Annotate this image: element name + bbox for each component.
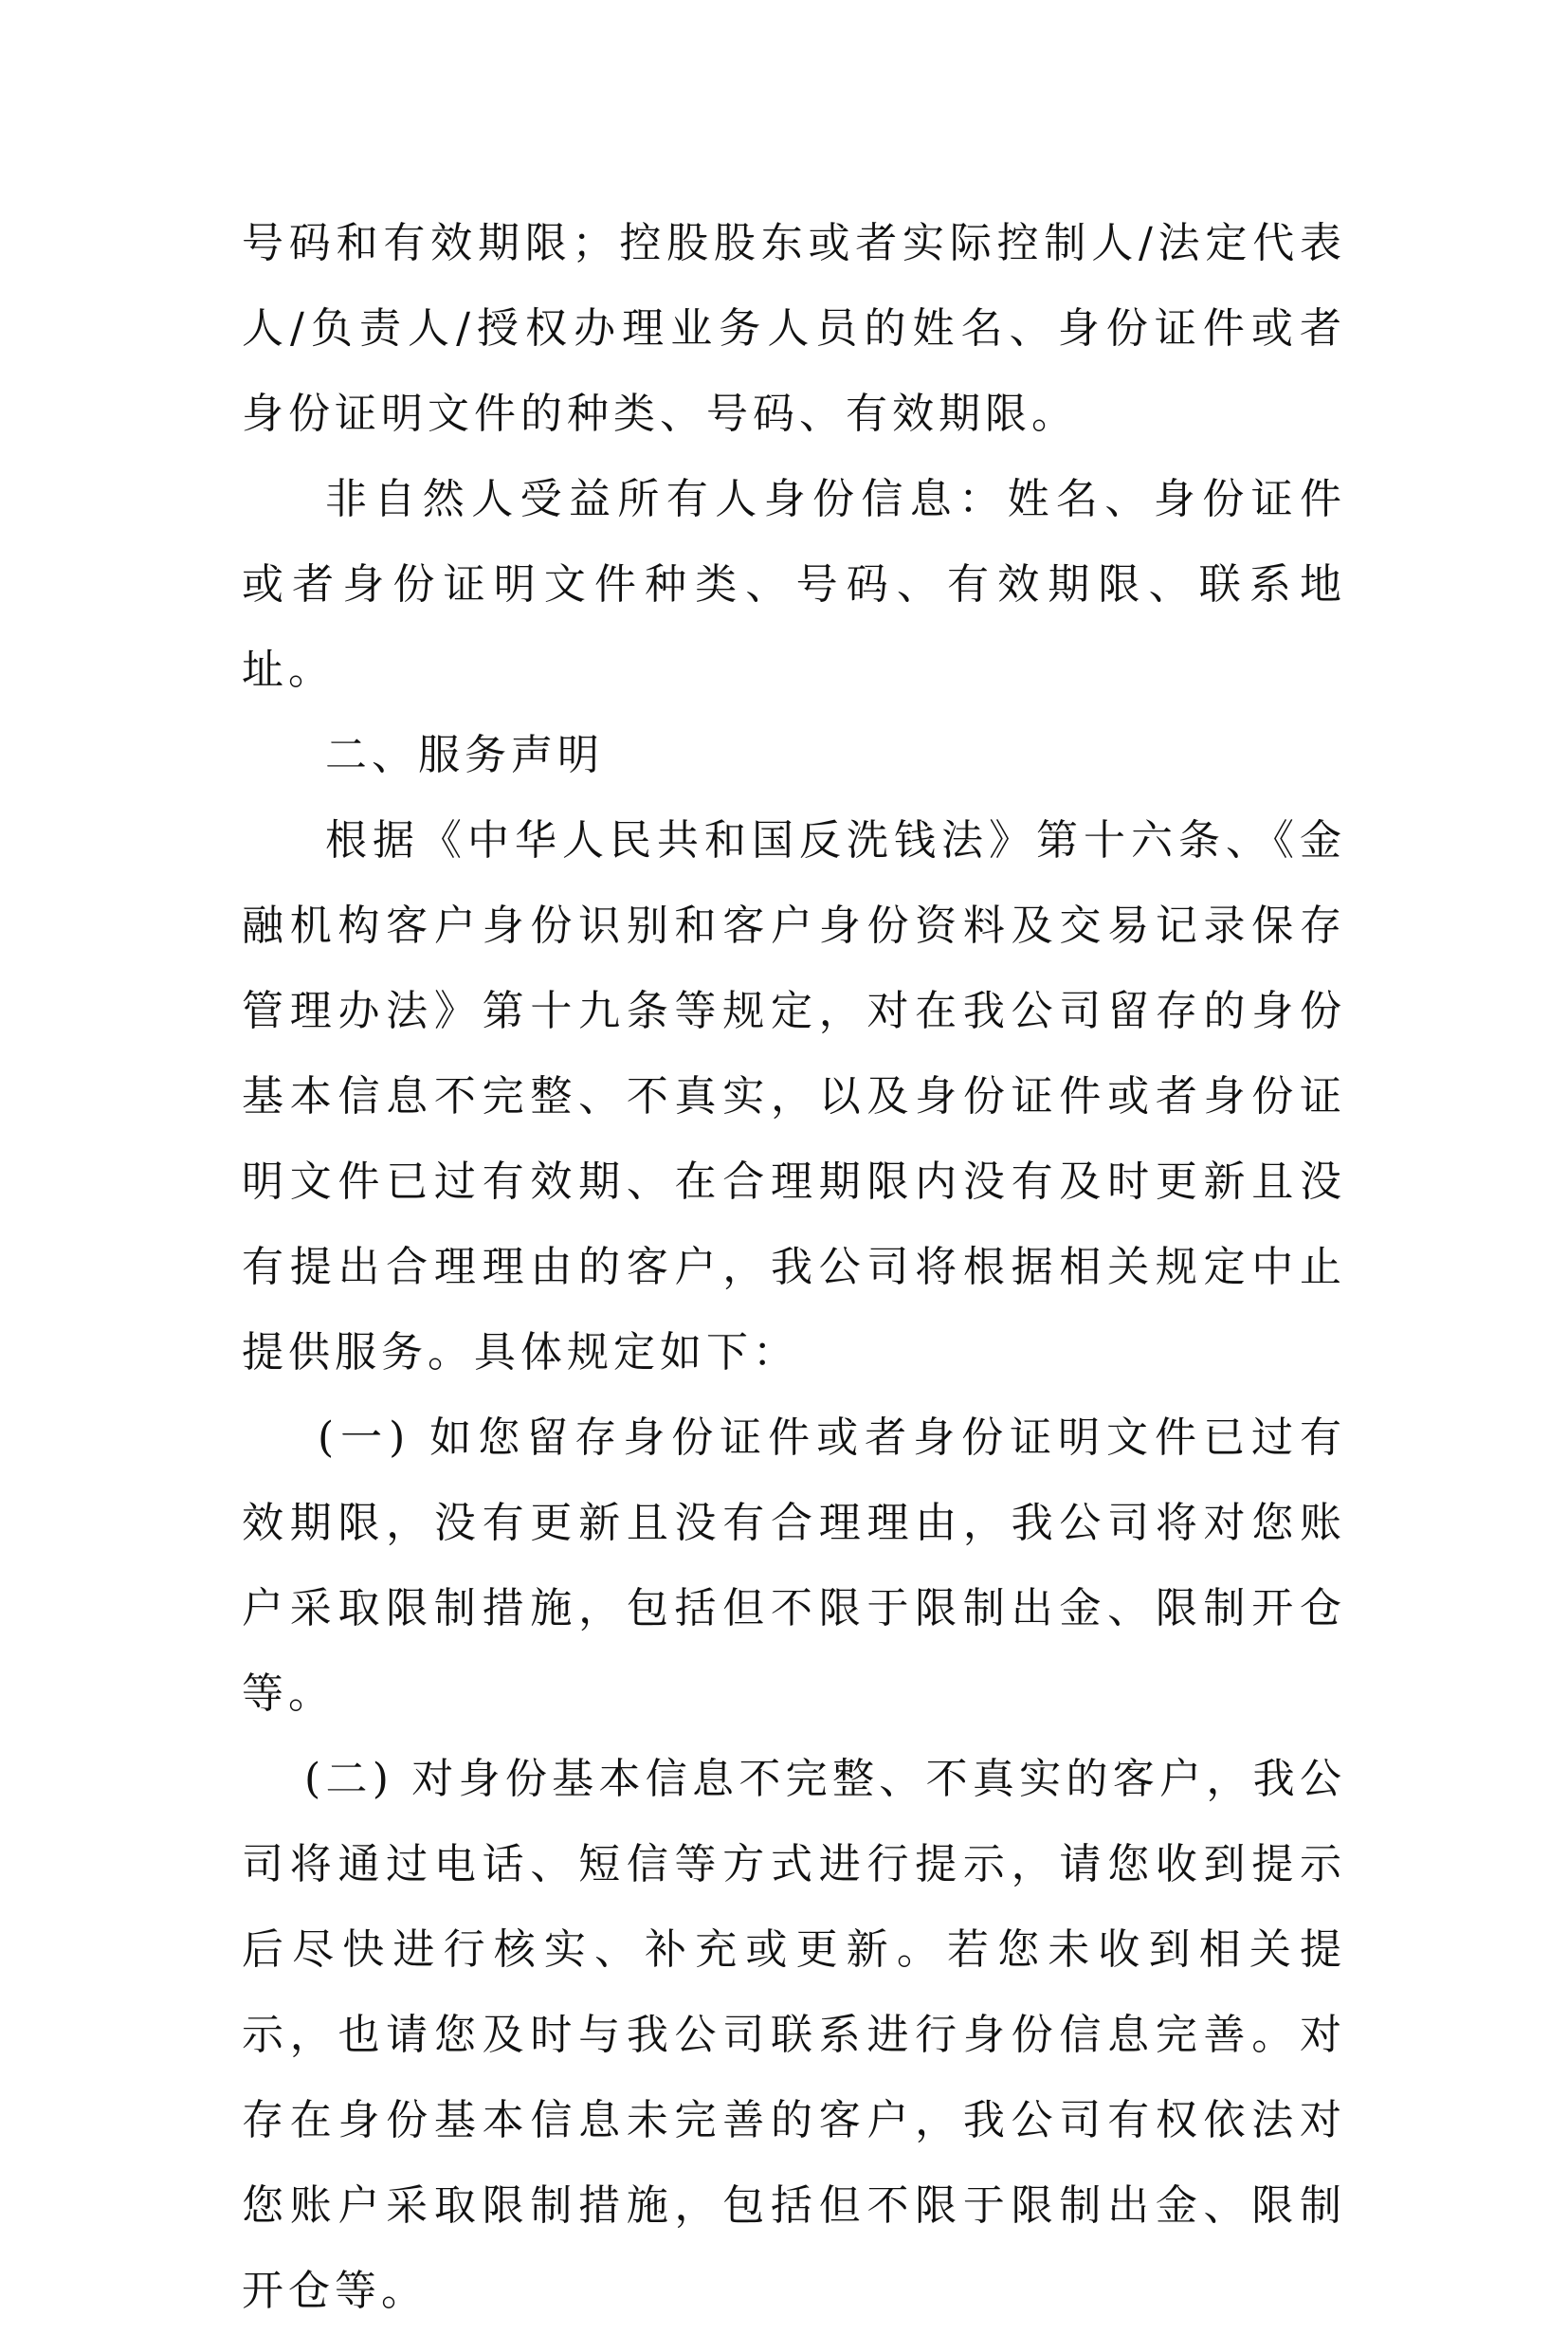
paragraph-legal-basis: 根据《中华人民共和国反洗钱法》第十六条、《金融机构客户身份识别和客户身份资料及交易记录保存管理办法》第十九条等规定，对在我公司留存的身份基本信息不完整、不真实，以及身份证件或者身份证明文件已过有效期、在合理期限内没有及时更新且没有提出合理理由的客户，我公司将根据相关规定中止提供服务。具体规定如下： <box>242 816 1346 1377</box>
paragraph-beneficial-owner-info: 非自然人受益所有人身份信息：姓名、身份证件或者身份证明文件种类、号码、有效期限、联系地址。 <box>242 475 1346 694</box>
paragraph-rule-one: (一) 如您留存身份证件或者身份证明文件已过有效期限，没有更新且没有合理理由，我公司将对您账户采取限制措施，包括但不限于限制出金、限制开仓等。 <box>242 1413 1346 1718</box>
document-content <box>242 201 1346 2334</box>
paragraph-continuation: 号码和有效期限；控股股东或者实际控制人/法定代表人/负责人/授权办理业务人员的姓名、身份证件或者身份证明文件的种类、号码、有效期限。 <box>242 219 1346 438</box>
section-heading-service-statement: 二、服务声明 <box>325 731 604 779</box>
paragraph-rule-two: (二) 对身份基本信息不完整、不真实的客户，我公司将通过电话、短信等方式进行提示，请您收到提示后尽快进行核实、补充或更新。若您未收到相关提示，也请您及时与我公司联系进行身份信息完善。对存在身份基本信息未完善的客户，我公司有权依法对您账户采取限制措施，包括但不限于限制出金、限制开仓等。 <box>242 1755 1346 2315</box>
